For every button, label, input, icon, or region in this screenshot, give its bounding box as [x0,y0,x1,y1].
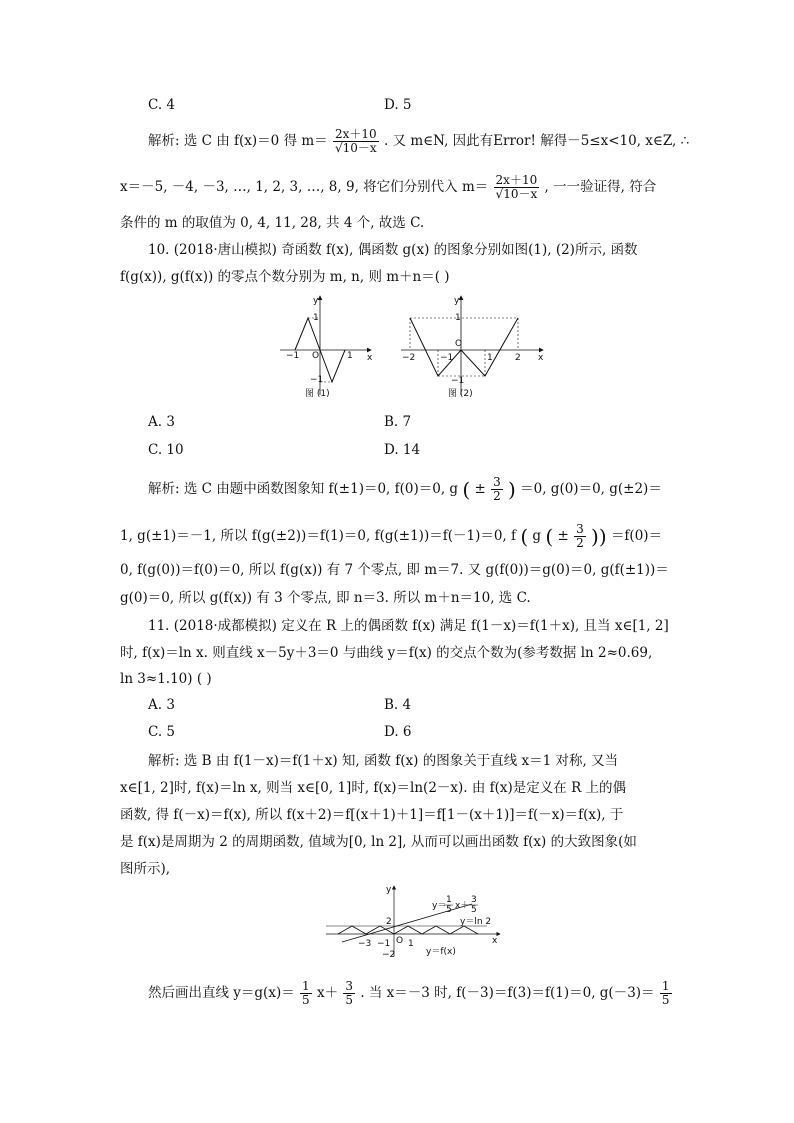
q9-sol-text: , 一一验证得, 符合 [544,179,657,195]
fig3-line-label-b: x＋ [455,901,470,911]
q11-fraction [343,980,355,1007]
q11-solution-line1: 解析: 选 B 由 f(1－x)＝f(1＋x) 知, 函数 f(x) 的图象关于直线 x＝1 对称, 又当 [148,753,619,769]
fig1-yneg1: −1 [310,375,324,385]
fig2-y-label: y [454,296,460,306]
fig1-pos1: 1 [347,351,353,361]
fig1-caption: 图 (1) [305,389,330,399]
fraction-denominator: 2 [576,536,584,550]
q10-stem-line1: 10. (2018·唐山模拟) 奇函数 f(x), 偶函数 g(x) 的图象分别如图(1), (2)所示, 函数 [148,242,638,258]
q9-sol-text: . 又 m∈N, 因此有Error! 解得－5≤x<10, x∈Z, ∴ [383,133,690,149]
fig2-origin: O [455,339,463,349]
q9-fraction [494,174,540,201]
fraction-numerator: 1 [661,979,670,993]
fig3-frac1-den: 5 [446,905,452,915]
fig3-yneg2: −2 [382,950,396,960]
q10-sol-text: 解析: 选 C 由题中函数图象知 f(±1)＝0, f(0)＝0, g [148,481,459,497]
q11-sol-text: x＋ [316,985,339,1001]
fraction-denominator: 5 [345,993,354,1007]
fig2-neg2: −2 [402,353,416,363]
fig3-frac2-num: 3 [471,895,477,905]
fig2-pos1: 1 [487,353,493,363]
fig3-line-label: y＝ [432,901,447,911]
bracket-left: ( [462,477,471,502]
fraction-denominator: 5 [302,993,310,1007]
q11-solution-line3: 函数, 得 f(－x)＝f(x), 所以 f(x＋2)＝f[(x＋1)＋1]＝f[1－(x＋1)]＝f(－x)＝f(x), 于 [120,807,624,823]
q11-option-d: D. 6 [384,724,412,740]
fig3-frac1-num: 1 [446,895,452,905]
q10-option-c: C. 10 [148,442,184,458]
fig1-neg1: −1 [286,351,300,361]
fig3-frac2-den: 5 [471,905,477,915]
fig2-y1: 1 [455,313,461,323]
q9-sol-text: x＝－5, －4, －3, …, 1, 2, 3, …, 8, 9, 将它们分别代入 m＝ [120,179,489,195]
fig1-y1: 1 [313,313,319,323]
q9-solution-line1 [148,128,689,155]
fig3-pos1: 1 [408,939,414,949]
q11-stem-line2: 时, f(x)＝ln x. 则直线 x－5y＋3＝0 与曲线 y＝f(x) 的交点个数为(参考数据 ln 2≈0.69, [120,645,653,661]
fraction-denominator: 2 [493,489,501,503]
q10-sol-text: ＝f(0)＝ [610,528,663,544]
q10-solution-line2 [120,523,662,550]
fig3-neg1: −1 [377,939,391,949]
q10-solution-line3: 0, f(g(0))＝f(0)＝0, 所以 f(g(x)) 有 7 个零点, 即 m＝7. 又 g(f(0))＝g(0)＝0, g(f(±1))＝ [120,562,669,578]
q11-fraction [300,980,312,1007]
q9-sol-text: 解析: 选 C 由 f(x)＝0 得 m＝ [148,133,328,149]
q10-stem-line2: f(g(x)), g(f(x)) 的零点个数分别为 m, n, 则 m＋n＝( ) [120,269,450,285]
q10-sol-text: g [532,528,542,544]
q11-sol-text: 然后画出直线 y＝g(x)＝ [148,985,295,1001]
fig1-x-label: x [367,353,373,363]
fig2-neg1: −1 [440,353,454,363]
fraction-numerator: 3 [576,522,584,536]
q10-option-d: D. 14 [384,442,421,458]
q11-fraction [660,980,672,1007]
fig3-origin: O [396,936,404,946]
q11-solution-last-line [148,980,673,1007]
bracket-left: ( [520,524,529,549]
bracket-right: )) [591,524,607,549]
q10-solution-line1 [148,476,662,503]
fig3-ln2-label: y＝ln 2 [460,917,492,927]
q10-figure-2 [398,290,548,402]
fig3-y2: 2 [386,917,392,927]
q11-figure [322,880,504,960]
q10-fraction [491,476,503,503]
fig3-x-label: x [492,936,498,946]
q11-stem-line1: 11. (2018·成都模拟) 定义在 R 上的偶函数 f(x) 满足 f(1－x)＝f(1＋x), 且当 x∈[1, 2] [148,618,669,634]
fraction-denominator: √10－x [334,141,377,155]
q11-solution-line4: 是 f(x)是周期为 2 的周期函数, 值域为[0, ln 2], 从而可以画出函数 f(x) 的大致图象(如 [120,834,637,850]
fig3-y-label: y [386,885,392,895]
fraction-numerator: 2x＋10 [334,127,377,141]
fig2-pos2: 2 [515,353,521,363]
plus-minus: ± [474,481,486,497]
q9-option-d: D. 5 [384,97,412,113]
q9-solution-line3: 条件的 m 的取值为 0, 4, 11, 28, 共 4 个, 故选 C. [120,215,425,231]
fig2-caption: 图 (2) [448,389,473,399]
fig1-y-label: y [313,296,319,306]
fraction-numerator: 3 [493,475,501,489]
bracket-left: ( [545,524,554,549]
q10-option-a: A. 3 [148,414,175,430]
q11-solution-line2: x∈[1, 2]时, f(x)＝ln x, 则当 x∈[0, 1]时, f(x)＝ln(2－x). 由 f(x)是定义在 R 上的偶 [120,780,627,796]
q10-fraction [574,523,586,550]
q11-solution-line5: 图所示), [120,861,171,877]
fraction-numerator: 3 [345,979,354,993]
fig2-yneg1: −1 [451,376,465,386]
q9-fraction [333,128,379,155]
fraction-denominator: √10－x [495,187,538,201]
q10-sol-text: 1, g(±1)＝－1, 所以 f(g(±2))＝f(1)＝0, f(g(±1))＝f(－1)＝0, f [120,528,517,544]
q10-solution-line4: g(0)＝0, 所以 g(f(x)) 有 3 个零点, 即 n＝3. 所以 m＋n＝10, 选 C. [120,590,531,606]
q9-option-c: C. 4 [148,97,176,113]
q10-sol-text: ＝0, g(0)＝0, g(±2)＝ [520,481,662,497]
fraction-denominator: 5 [661,993,670,1007]
plus-minus: ± [557,528,569,544]
q11-option-a: A. 3 [148,697,175,713]
q9-solution-line2 [120,174,656,201]
fig1-origin: O [312,351,320,361]
fraction-numerator: 2x＋10 [495,173,538,187]
bracket-right: ) [508,477,516,502]
fig2-x-label: x [538,353,544,363]
q11-sol-text: . 当 x＝－3 时, f(－3)＝f(3)＝f(1)＝0, g(－3)＝ [360,985,655,1001]
fig3-fx-label: y＝f(x) [426,947,456,957]
q11-option-c: C. 5 [148,724,176,740]
fraction-numerator: 1 [302,979,310,993]
q10-option-b: B. 7 [384,414,412,430]
q10-figure-1 [275,290,375,402]
fig3-neg3: −3 [358,939,372,949]
q11-option-b: B. 4 [384,697,412,713]
q11-stem-line3: ln 3≈1.10) ( ) [120,671,212,687]
